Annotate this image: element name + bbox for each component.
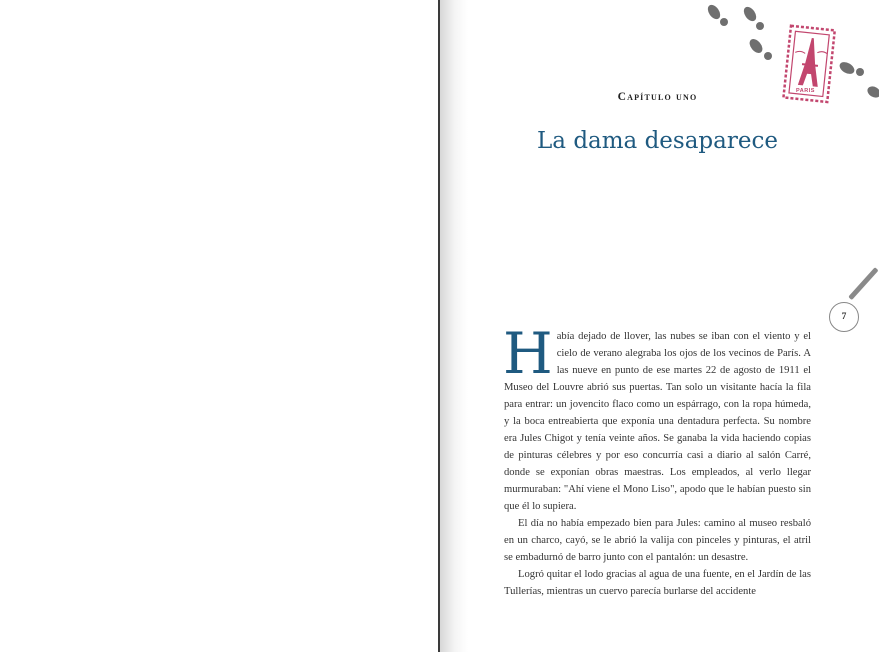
right-page [440, 0, 879, 652]
chapter-title: La dama desaparece [537, 128, 778, 154]
stamp-label: PARIS [796, 88, 815, 94]
dropcap-letter: H [503, 321, 553, 387]
paragraph-1 [503, 321, 811, 515]
paragraph-1-text: abía dejado de llover, las nubes se iban con el viento y el cielo de verano alegraba los ojos de los vecinos de París. A las nueve en punto de ese martes 22 de agosto de 1911 el Museo del Louvre abrió sus puertas. Tan solo un visitante hacía la fila para entrar: un jovencito flaco como un espárrago, con la ropa húmeda, y la boca entreabierta que exponía una dentadura perfecta. Su nombre era Jules Chigot y tenía veinte años. Se ganaba la vida haciendo copias de pinturas célebres y por eso concurría casi a diario al salón Carré, donde se exponían obras maestras. Los empleados, al verlo llegar murmuraban: "Ahí viene el Mono Liso", apodo que le habían puesto sin que él lo supiera. [504, 331, 811, 512]
body-text [503, 321, 811, 600]
paragraph-3: Logró quitar el lodo gracias al agua de una fuente, en el Jardín de las Tullerías, mientras un cuervo parecía burlarse del accidente [504, 569, 811, 597]
paragraph-2: El día no había empezado bien para Jules: camino al museo resbaló en un charco, cayó, se le abrió la valija con pinceles y pinturas, el atril se embadurnó de barro junto con el pantalón: un desastre. [504, 518, 811, 563]
page-number: 7 [829, 302, 859, 332]
magnifying-glass-icon [848, 267, 878, 300]
left-page [0, 0, 438, 652]
chapter-label: Capítulo uno [617, 91, 698, 103]
